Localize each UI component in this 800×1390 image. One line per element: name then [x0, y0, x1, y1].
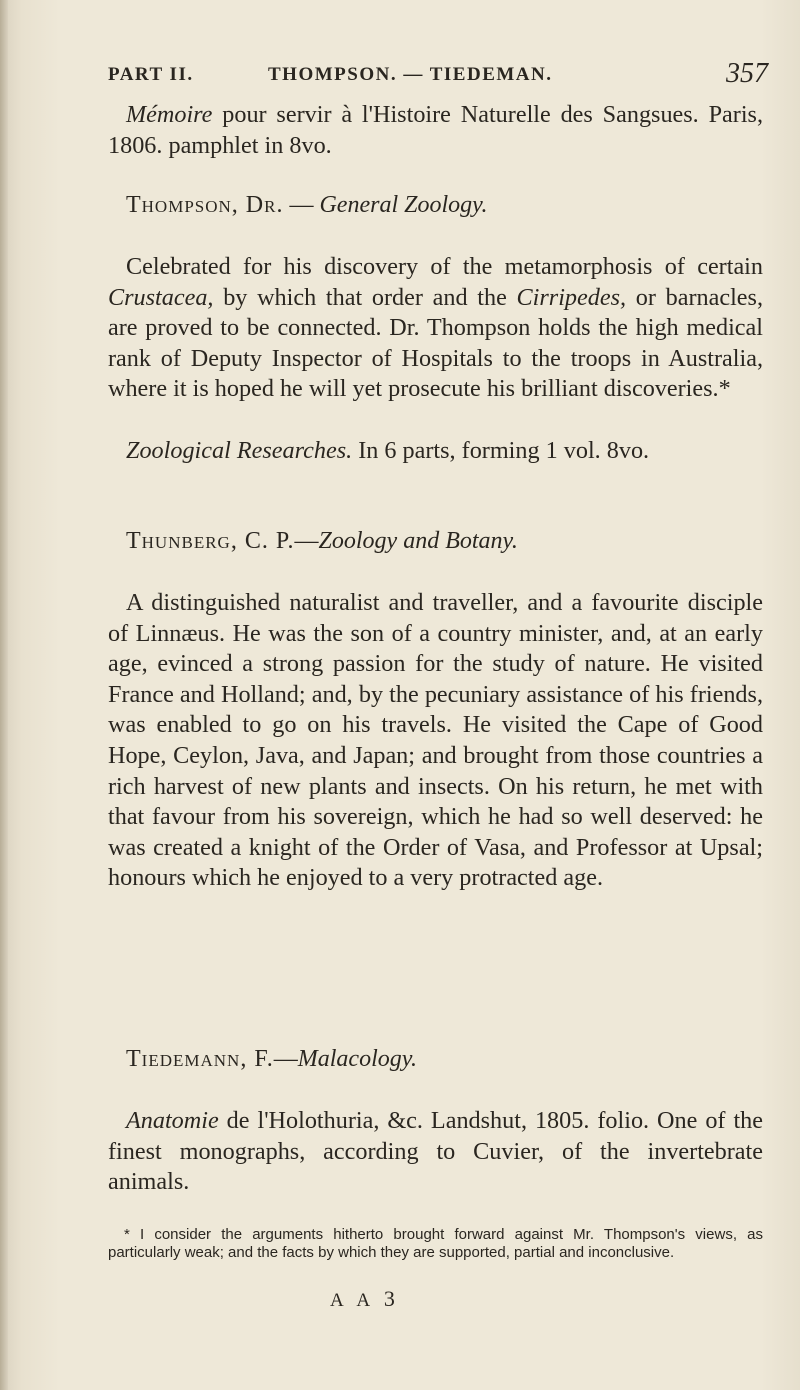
tiedemann-dash: —	[273, 1046, 298, 1072]
memoire-title: Mémoire	[126, 101, 213, 128]
thunberg-dash: —	[294, 528, 319, 554]
anatomie-title: Anatomie	[126, 1107, 219, 1134]
thompson-subject: General Zoology.	[319, 192, 488, 218]
thompson-heading	[126, 192, 781, 219]
thompson-desc-part2: by which that order and the	[213, 283, 517, 311]
page-number: 357	[726, 58, 768, 89]
tiedemann-heading	[126, 1046, 781, 1073]
cirripedes-term: Cirripedes,	[516, 283, 627, 311]
zoological-researches-details: In 6 parts, forming 1 vol. 8vo.	[352, 437, 650, 464]
anatomie-entry	[108, 1106, 763, 1198]
signature-number: 3	[383, 1286, 395, 1311]
thompson-desc-part3: or barnacles, are proved to be connected. Dr. Thompson holds the high medical rank of Deputy Inspector of Hospitals to the troops in Australia, where it is hoped he will yet prosecute his brilliant discoveries.*	[108, 283, 763, 403]
tiedemann-subject: Malacology.	[297, 1046, 418, 1072]
running-header	[108, 60, 768, 94]
page-binding-edge	[0, 0, 8, 1390]
anatomie-details: de l'Holothuria, &c. Landshut, 1805. folio. One of the finest monographs, according to Cuvier, of the invertebrate animals.	[108, 1107, 763, 1196]
crustacea-term: Crustacea,	[108, 283, 214, 311]
memoire-entry	[108, 100, 763, 161]
thunberg-name: Thunberg, C. P.	[126, 528, 295, 554]
footnote: * I consider the arguments hitherto brought forward against Mr. Thompson's views, as particularly weak; and the facts by which they are supported, partial and inconclusive.	[108, 1226, 763, 1261]
zoological-researches-title: Zoological Researches.	[126, 437, 353, 464]
thompson-dash: —	[283, 192, 320, 218]
thompson-name: Thompson, Dr.	[126, 192, 284, 218]
thunberg-subject: Zoology and Botany.	[318, 528, 518, 554]
thunberg-heading	[126, 528, 781, 555]
zoological-researches-entry	[108, 436, 763, 467]
header-title: THOMPSON. — TIEDEMAN.	[268, 64, 553, 85]
thompson-description	[108, 252, 763, 405]
memoire-details: pour servir à l'Histoire Naturelle des Sangsues. Paris, 1806. pamphlet in 8vo.	[108, 101, 763, 159]
thompson-desc-part1: Celebrated for his discovery of the metamorphosis of certain	[126, 253, 763, 280]
tiedemann-name: Tiedemann, F.	[126, 1046, 274, 1072]
header-part: PART II.	[108, 64, 194, 85]
thunberg-description: A distinguished naturalist and traveller, and a favourite disciple of Linnæus. He was the son of a country minister, and, at an early age, evinced a strong passion for the study of nature. He visited France and Holland; and, by the pecuniary assistance of his friends, was enabled to go on his travels. He visited the Cape of Good Hope, Ceylon, Java, and Japan; and brought from those countries a rich harvest of new plants and insects. On his return, he met with that favour from his sovereign, which he had so well deserved: he was created a knight of the Order of Vasa, and Professor at Upsal; honours which he enjoyed to a very protracted age.	[108, 589, 763, 892]
signature-mark	[330, 1286, 395, 1312]
signature-letters: A A	[330, 1290, 375, 1311]
